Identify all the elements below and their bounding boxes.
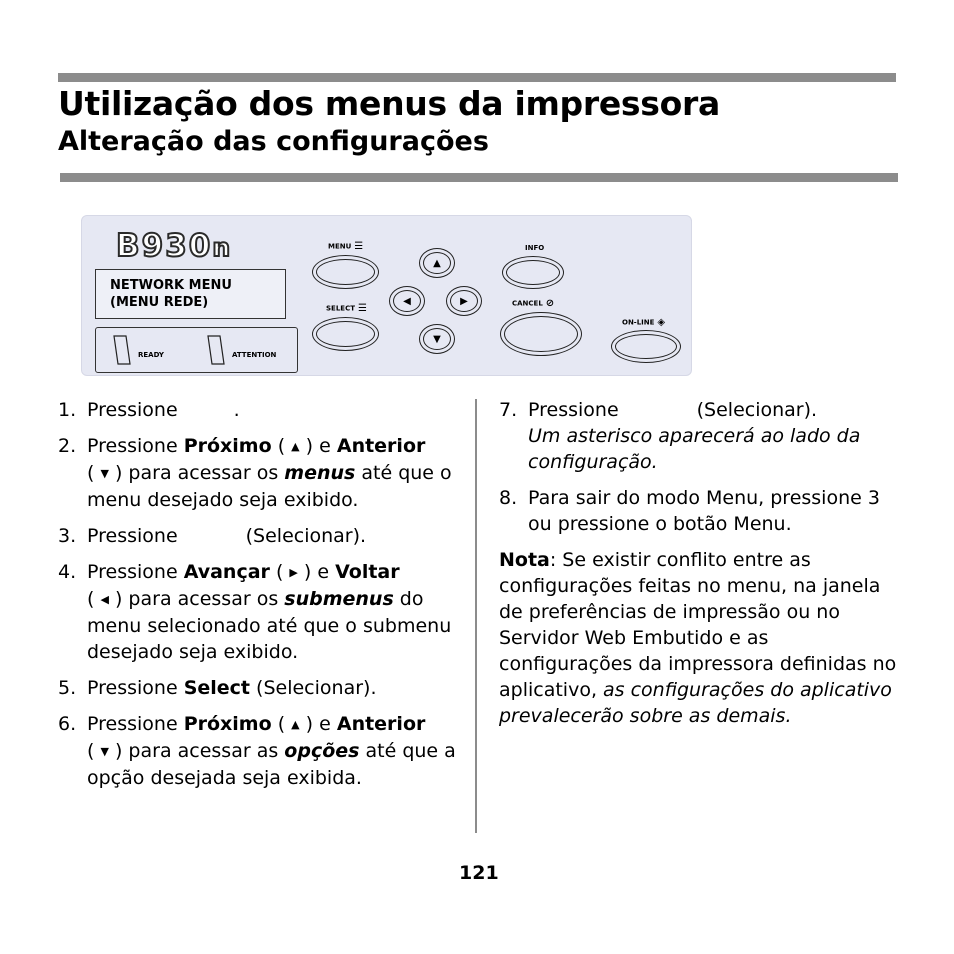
- lcd-display: [95, 269, 286, 319]
- cancel-label: CANCEL ⊘: [512, 298, 555, 309]
- left-arrow-button[interactable]: [389, 286, 425, 316]
- menu-icon: ☰: [354, 241, 364, 252]
- left-arrow-icon: ◀: [100, 593, 109, 606]
- up-arrow-icon: ▲: [291, 440, 300, 453]
- right-arrow-icon: ▶: [460, 295, 468, 307]
- printer-control-panel: [81, 215, 692, 376]
- lcd-line-1: NETWORK MENU: [110, 278, 232, 293]
- note-label: Nota: [499, 549, 550, 571]
- page-title: Utilização dos menus da impressora: [58, 84, 720, 123]
- down-arrow-icon: ▼: [100, 467, 109, 480]
- up-arrow-icon: ▲: [433, 257, 441, 269]
- cancel-button[interactable]: [500, 312, 582, 356]
- select-button[interactable]: [312, 317, 379, 351]
- attention-label: ATTENTION: [232, 351, 277, 359]
- step-6: 6. Pressione Próximo ( ▲ ) e Anterior ( ▼ ) para acessar as opções até que a opção desejada seja exibida.: [58, 713, 456, 789]
- top-rule: [58, 73, 896, 82]
- steps-left-column: [58, 397, 473, 801]
- right-arrow-button[interactable]: [446, 286, 482, 316]
- indicator-lights: [96, 328, 297, 372]
- down-arrow-icon: ▼: [100, 745, 109, 758]
- online-icon: ◈: [657, 317, 666, 328]
- up-arrow-button[interactable]: [419, 248, 455, 278]
- cancel-icon: ⊘: [545, 298, 555, 309]
- online-label: ON-LINE ◈: [622, 317, 666, 328]
- bottom-rule: [60, 173, 898, 182]
- step-8: 8. Para sair do modo Menu, pressione 3 ou pressione o botão Menu.: [499, 487, 880, 535]
- lcd-line-2: (MENU REDE): [110, 295, 209, 310]
- note-paragraph: Nota: Se existir conflito entre as configurações feitas no menu, na janela de preferências de impressão ou no Servidor Web Embutido e as configurações da impressora definidas no aplicativo, as configurações do aplicativo prevalecerão sobre as demais.: [499, 549, 897, 727]
- column-divider: [475, 399, 477, 833]
- step-5: 5. Pressione Select (Selecionar).: [58, 677, 377, 699]
- right-arrow-icon: ▶: [289, 566, 298, 579]
- step-2: 2. Pressione Próximo ( ▲ ) e Anterior ( ▼ ) para acessar os menus até que o menu desejado seja exibido.: [58, 435, 452, 511]
- step-1: 1. Pressione .: [58, 399, 240, 421]
- info-button[interactable]: [502, 256, 564, 289]
- ready-label: READY: [138, 351, 164, 359]
- step-4: 4. Pressione Avançar ( ▶ ) e Voltar ( ◀ ) para acessar os submenus do menu selecionado até que o submenu desejado seja exibido.: [58, 561, 452, 663]
- up-arrow-icon: ▲: [291, 718, 300, 731]
- down-arrow-button[interactable]: [419, 324, 455, 354]
- step-3: 3. Pressione (Selecionar).: [58, 525, 367, 547]
- menu-button[interactable]: [312, 255, 379, 289]
- left-arrow-icon: ◀: [403, 295, 411, 307]
- select-label: SELECT ☰: [326, 303, 367, 314]
- select-icon: ☰: [357, 303, 367, 314]
- info-label: INFO: [525, 244, 545, 252]
- menu-label: MENU ☰: [328, 241, 364, 252]
- indicator-tray: [95, 327, 298, 373]
- page-number: 121: [459, 862, 499, 884]
- down-arrow-icon: ▼: [433, 333, 441, 345]
- step-7: 7. Pressione (Selecionar). Um asterisco aparecerá ao lado da configuração.: [499, 399, 861, 473]
- page-subtitle: Alteração das configurações: [58, 126, 489, 157]
- online-button[interactable]: [611, 330, 681, 363]
- steps-right-column: [499, 397, 899, 729]
- model-logo: B930n: [116, 228, 233, 264]
